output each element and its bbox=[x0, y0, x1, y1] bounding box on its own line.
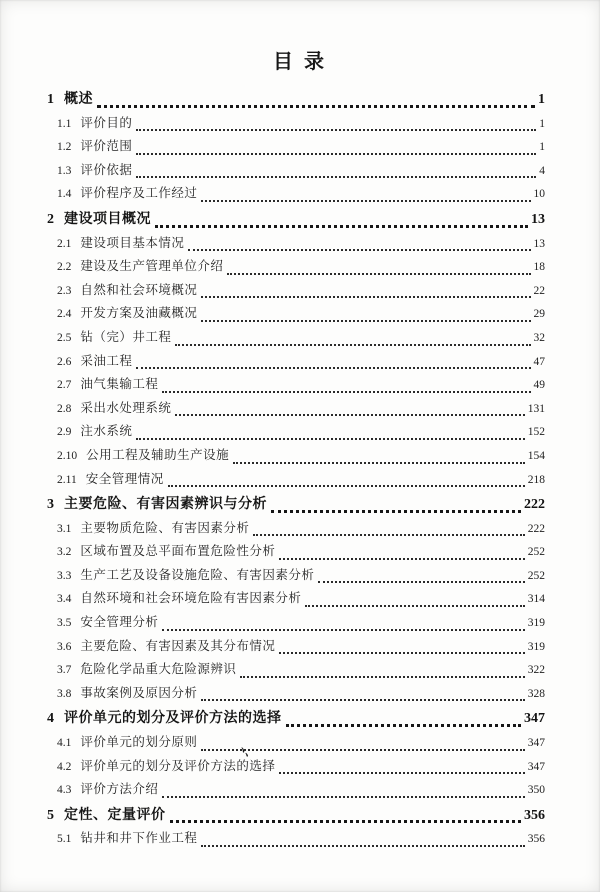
toc-entry-page: 10 bbox=[533, 188, 545, 201]
toc-entry-page: 13 bbox=[531, 211, 545, 227]
toc-entry-number: 3.7 bbox=[57, 664, 72, 677]
dot-leader bbox=[175, 326, 530, 346]
toc-entry bbox=[47, 350, 545, 374]
toc-entry-number: 2.5 bbox=[57, 331, 72, 344]
dot-leader bbox=[168, 468, 525, 488]
toc-entry-page: 22 bbox=[533, 284, 545, 297]
stray-pen-mark: ヽ、 bbox=[235, 743, 257, 761]
toc-entry-number: 2.7 bbox=[57, 379, 72, 392]
toc-entry-number: 2.8 bbox=[57, 402, 72, 415]
toc-entry-page: 252 bbox=[527, 569, 545, 582]
toc-entry-number: 3.6 bbox=[57, 640, 72, 653]
dot-leader bbox=[271, 494, 521, 513]
dot-leader bbox=[201, 302, 530, 322]
toc-entry bbox=[47, 517, 545, 541]
dot-leader bbox=[240, 658, 524, 678]
toc-entry bbox=[47, 373, 545, 397]
toc-entry-number: 5.1 bbox=[57, 833, 72, 846]
dot-leader bbox=[201, 279, 530, 299]
toc-entry-number: 4 bbox=[47, 711, 54, 727]
toc-entry bbox=[47, 279, 545, 303]
toc-entry bbox=[47, 302, 545, 326]
toc-entry-label: 评价依据 bbox=[80, 162, 133, 177]
toc-entry-page: 222 bbox=[524, 497, 545, 513]
toc-entry bbox=[47, 658, 545, 682]
toc-list bbox=[0, 89, 600, 851]
toc-entry-label: 钻井和井下作业工程 bbox=[80, 831, 198, 846]
toc-entry bbox=[47, 564, 545, 588]
toc-entry-number: 4.2 bbox=[57, 760, 72, 773]
toc-entry-label: 主要物质危险、有害因素分析 bbox=[80, 520, 250, 535]
toc-entry-number: 2.6 bbox=[57, 355, 72, 368]
dot-leader bbox=[170, 805, 522, 824]
toc-entry-label: 主要危险、有害因素辨识与分析 bbox=[64, 497, 267, 513]
toc-entry-number: 3.4 bbox=[57, 593, 72, 606]
toc-entry bbox=[47, 682, 545, 706]
toc-entry-label: 建设项目概况 bbox=[64, 211, 151, 227]
toc-entry bbox=[47, 731, 545, 755]
toc-entry-page: 131 bbox=[527, 402, 545, 415]
toc-entry-label: 安全管理情况 bbox=[85, 471, 164, 486]
toc-entry-number: 2.10 bbox=[57, 449, 78, 462]
toc-entry-label: 危险化学品重大危险源辨识 bbox=[80, 662, 237, 677]
toc-entry-number: 2.1 bbox=[57, 237, 72, 250]
toc-entry-label: 主要危险、有害因素及其分布情况 bbox=[80, 638, 276, 653]
dot-leader bbox=[201, 682, 524, 702]
toc-entry-page: 32 bbox=[533, 331, 545, 344]
toc-entry-page: 347 bbox=[524, 711, 545, 727]
toc-entry-label: 公用工程及辅助生产设施 bbox=[86, 447, 230, 462]
toc-entry bbox=[47, 326, 545, 350]
toc-entry-page: 1 bbox=[538, 92, 545, 107]
toc-entry-page: 1 bbox=[539, 141, 545, 154]
toc-entry-number: 2 bbox=[47, 211, 54, 227]
dot-leader bbox=[136, 350, 530, 370]
toc-entry bbox=[47, 89, 545, 112]
toc-entry-label: 评价目的 bbox=[80, 115, 133, 130]
toc-entry-label: 生产工艺及设备设施危险、有害因素分析 bbox=[80, 567, 315, 582]
dot-leader bbox=[136, 112, 536, 132]
toc-entry-label: 评价单元的划分及评价方法的选择 bbox=[64, 711, 282, 727]
dot-leader bbox=[227, 255, 530, 275]
toc-entry-label: 事故案例及原因分析 bbox=[80, 685, 198, 700]
dot-leader bbox=[175, 397, 524, 417]
toc-entry-label: 评价单元的划分及评价方法的选择 bbox=[80, 758, 276, 773]
toc-entry-label: 钻（完）井工程 bbox=[80, 329, 172, 344]
toc-entry-label: 注水系统 bbox=[80, 424, 133, 439]
toc-entry-number: 1.2 bbox=[57, 141, 72, 154]
dot-leader bbox=[201, 182, 530, 202]
toc-entry bbox=[47, 112, 545, 136]
toc-entry bbox=[47, 708, 545, 731]
toc-entry-page: 1 bbox=[539, 117, 545, 130]
toc-entry-page: 49 bbox=[533, 379, 545, 392]
dot-leader bbox=[286, 708, 522, 727]
toc-entry-page: 29 bbox=[533, 308, 545, 321]
toc-entry-page: 4 bbox=[539, 164, 545, 177]
dot-leader bbox=[305, 587, 524, 607]
toc-entry bbox=[47, 468, 545, 492]
toc-entry-page: 154 bbox=[527, 449, 545, 462]
dot-leader bbox=[162, 778, 524, 798]
dot-leader bbox=[162, 611, 524, 631]
toc-entry bbox=[47, 135, 545, 159]
toc-entry-label: 安全管理分析 bbox=[80, 615, 159, 630]
toc-entry bbox=[47, 778, 545, 802]
toc-entry bbox=[47, 755, 545, 779]
toc-entry bbox=[47, 444, 545, 468]
toc-entry bbox=[47, 159, 545, 183]
toc-entry-page: 218 bbox=[527, 473, 545, 486]
toc-entry-page: 222 bbox=[527, 522, 545, 535]
toc-entry-page: 350 bbox=[527, 784, 545, 797]
dot-leader bbox=[155, 209, 528, 228]
dot-leader bbox=[318, 564, 524, 584]
toc-entry-label: 评价单元的划分原则 bbox=[80, 735, 198, 750]
toc-entry bbox=[47, 540, 545, 564]
toc-entry-page: 18 bbox=[533, 261, 545, 274]
toc-entry-label: 开发方案及油藏概况 bbox=[80, 306, 198, 321]
toc-entry-page: 319 bbox=[527, 617, 545, 630]
dot-leader bbox=[279, 635, 524, 655]
dot-leader bbox=[136, 159, 536, 179]
toc-entry-label: 建设项目基本情况 bbox=[80, 235, 185, 250]
dot-leader bbox=[188, 232, 530, 252]
toc-entry-number: 4.1 bbox=[57, 737, 72, 750]
dot-leader bbox=[279, 755, 524, 775]
dot-leader bbox=[233, 444, 525, 464]
toc-entry-label: 采出水处理系统 bbox=[80, 400, 172, 415]
toc-entry-label: 评价程序及工作经过 bbox=[80, 186, 198, 201]
toc-entry-number: 3.5 bbox=[57, 617, 72, 630]
toc-entry-page: 252 bbox=[527, 546, 545, 559]
toc-entry-label: 定性、定量评价 bbox=[64, 807, 166, 823]
dot-leader bbox=[97, 89, 535, 108]
toc-entry-page: 347 bbox=[527, 760, 545, 773]
dot-leader bbox=[253, 517, 524, 537]
toc-entry-label: 自然和社会环境概况 bbox=[80, 282, 198, 297]
toc-entry-page: 322 bbox=[527, 664, 545, 677]
toc-entry-label: 建设及生产管理单位介绍 bbox=[80, 259, 224, 274]
toc-entry-page: 347 bbox=[527, 737, 545, 750]
toc-entry bbox=[47, 420, 545, 444]
toc-entry bbox=[47, 611, 545, 635]
toc-entry bbox=[47, 587, 545, 611]
toc-entry-number: 1 bbox=[47, 92, 54, 107]
toc-entry-number: 3.1 bbox=[57, 522, 72, 535]
toc-entry-page: 314 bbox=[527, 593, 545, 606]
toc-entry-number: 2.11 bbox=[57, 473, 77, 486]
toc-entry-page: 356 bbox=[527, 833, 545, 846]
dot-leader bbox=[136, 135, 536, 155]
toc-entry-number: 3 bbox=[47, 497, 54, 513]
toc-entry bbox=[47, 209, 545, 232]
page-title: 目 录 bbox=[273, 51, 327, 73]
toc-entry-number: 1.3 bbox=[57, 164, 72, 177]
toc-entry-number: 1.4 bbox=[57, 188, 72, 201]
dot-leader bbox=[201, 827, 524, 847]
toc-entry-page: 13 bbox=[533, 237, 545, 250]
toc-entry bbox=[47, 494, 545, 517]
toc-entry-number: 1.1 bbox=[57, 117, 72, 130]
toc-entry-label: 评价范围 bbox=[80, 139, 133, 154]
toc-entry-page: 152 bbox=[527, 426, 545, 439]
toc-entry bbox=[47, 397, 545, 421]
toc-entry-number: 3.2 bbox=[57, 546, 72, 559]
toc-entry bbox=[47, 827, 545, 851]
toc-entry-page: 319 bbox=[527, 640, 545, 653]
toc-entry-label: 自然环境和社会环境危险有害因素分析 bbox=[80, 591, 302, 606]
toc-entry-number: 2.9 bbox=[57, 426, 72, 439]
toc-entry-label: 概述 bbox=[64, 92, 93, 107]
toc-entry-number: 2.3 bbox=[57, 284, 72, 297]
dot-leader bbox=[162, 373, 530, 393]
toc-entry bbox=[47, 182, 545, 206]
toc-entry bbox=[47, 805, 545, 828]
toc-entry-label: 采油工程 bbox=[80, 353, 133, 368]
toc-entry-page: 328 bbox=[527, 687, 545, 700]
dot-leader bbox=[279, 540, 524, 560]
toc-entry-number: 4.3 bbox=[57, 784, 72, 797]
toc-entry-page: 356 bbox=[524, 807, 545, 823]
toc-entry-page: 47 bbox=[533, 355, 545, 368]
toc-entry-label: 油气集输工程 bbox=[80, 377, 159, 392]
toc-entry bbox=[47, 255, 545, 279]
toc-entry-label: 区域布置及总平面布置危险性分析 bbox=[80, 544, 276, 559]
toc-entry-number: 3.3 bbox=[57, 569, 72, 582]
toc-entry-number: 2.2 bbox=[57, 261, 72, 274]
toc-entry-number: 2.4 bbox=[57, 308, 72, 321]
toc-entry-label: 评价方法介绍 bbox=[80, 782, 159, 797]
toc-entry bbox=[47, 635, 545, 659]
toc-entry-number: 3.8 bbox=[57, 687, 72, 700]
toc-entry-number: 5 bbox=[47, 807, 54, 823]
dot-leader bbox=[136, 420, 524, 440]
toc-entry bbox=[47, 232, 545, 256]
